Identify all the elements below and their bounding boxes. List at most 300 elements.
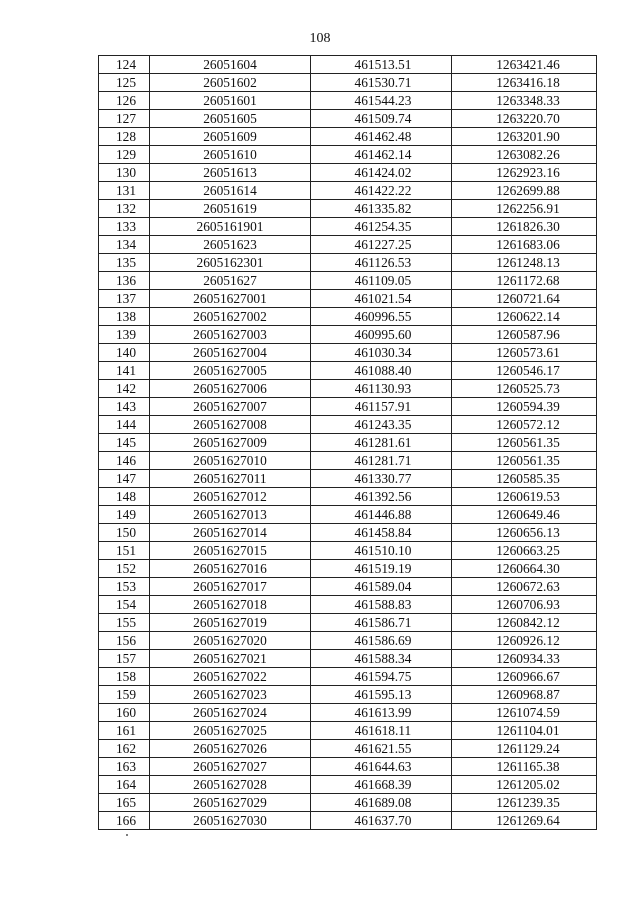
row-number-cell-text: 163 [115,758,137,774]
x-coordinate-cell-text: 460996.55 [354,308,412,324]
point-id-cell [150,380,311,398]
y-coordinate-cell [452,362,597,380]
x-coordinate-cell [311,308,452,326]
y-coordinate-cell [452,398,597,416]
table-row [99,128,597,146]
y-coordinate-cell [452,128,597,146]
y-coordinate-cell-text: 1261248.13 [496,254,560,270]
row-number-cell [99,506,150,524]
x-coordinate-cell-text: 461446.88 [354,506,412,522]
row-number-cell-text: 161 [115,722,137,738]
table-row [99,380,597,398]
point-id-cell-text: 26051609 [203,128,257,144]
x-coordinate-cell [311,56,452,74]
table-row [99,758,597,776]
row-number-cell [99,596,150,614]
point-id-cell-text: 26051627004 [193,344,267,360]
x-coordinate-cell [311,632,452,650]
y-coordinate-cell-text: 1260656.13 [496,524,560,540]
row-number-cell-text: 135 [115,254,137,270]
y-coordinate-cell-text: 1261104.01 [496,722,560,738]
x-coordinate-cell-text: 461519.19 [354,560,412,576]
row-number-cell-text: 148 [115,488,137,504]
row-number-cell [99,524,150,542]
table-row [99,92,597,110]
x-coordinate-cell [311,146,452,164]
table-row [99,470,597,488]
point-id-cell [150,254,311,272]
x-coordinate-cell [311,470,452,488]
point-id-cell [150,326,311,344]
y-coordinate-cell [452,560,597,578]
table-row [99,200,597,218]
y-coordinate-cell-text: 1263082.26 [496,146,560,162]
point-id-cell [150,812,311,830]
y-coordinate-cell-text: 1261683.06 [496,236,560,252]
x-coordinate-cell [311,758,452,776]
x-coordinate-cell [311,596,452,614]
row-number-cell [99,290,150,308]
x-coordinate-cell [311,740,452,758]
row-number-cell-text: 133 [115,218,137,234]
table-row [99,56,597,74]
row-number-cell-text: 151 [115,542,137,558]
row-number-cell-text: 153 [115,578,137,594]
point-id-cell [150,506,311,524]
table-row [99,434,597,452]
row-number-cell-text: 149 [115,506,137,522]
x-coordinate-cell-text: 461243.35 [354,416,412,432]
y-coordinate-cell [452,344,597,362]
x-coordinate-cell-text: 461335.82 [354,200,412,216]
row-number-cell [99,668,150,686]
point-id-cell-text: 26051627022 [193,668,267,684]
x-coordinate-cell [311,380,452,398]
table-row [99,74,597,92]
row-number-cell [99,794,150,812]
y-coordinate-cell-text: 1262699.88 [496,182,560,198]
point-id-cell-text: 26051627027 [193,758,267,774]
x-coordinate-cell [311,182,452,200]
row-number-cell-text: 145 [115,434,137,450]
x-coordinate-cell-text: 461458.84 [354,524,412,540]
row-number-cell-text: 124 [115,56,137,72]
x-coordinate-cell-text: 461392.56 [354,488,412,504]
row-number-cell [99,308,150,326]
row-number-cell [99,92,150,110]
x-coordinate-cell-text: 461281.61 [354,434,412,450]
y-coordinate-cell [452,668,597,686]
point-id-cell [150,650,311,668]
x-coordinate-cell [311,92,452,110]
point-id-cell-text: 26051604 [203,56,257,72]
x-coordinate-cell [311,236,452,254]
row-number-cell-text: 140 [115,344,137,360]
table-row [99,254,597,272]
point-id-cell-text: 26051627026 [193,740,267,756]
point-id-cell-text: 26051627009 [193,434,267,450]
x-coordinate-cell [311,686,452,704]
row-number-cell [99,380,150,398]
y-coordinate-cell-text: 1260572.12 [496,416,560,432]
x-coordinate-cell-text: 461227.25 [354,236,412,252]
point-id-cell-text: 26051627021 [193,650,267,666]
row-number-cell [99,722,150,740]
point-id-cell [150,452,311,470]
row-number-cell [99,218,150,236]
x-coordinate-cell [311,560,452,578]
x-coordinate-cell-text: 461254.35 [354,218,412,234]
point-id-cell [150,110,311,128]
point-id-cell-text: 2605161901 [196,218,264,234]
row-number-cell [99,344,150,362]
table-row [99,164,597,182]
point-id-cell-text: 26051602 [203,74,257,90]
row-number-cell [99,326,150,344]
y-coordinate-cell-text: 1260968.87 [496,686,560,702]
x-coordinate-cell-text: 461637.70 [354,812,412,828]
y-coordinate-cell-text: 1260594.39 [496,398,560,414]
x-coordinate-cell-text: 461130.93 [354,380,412,396]
x-coordinate-cell [311,794,452,812]
y-coordinate-cell-text: 1260587.96 [496,326,560,342]
table-row [99,560,597,578]
scan-speck [126,834,128,836]
y-coordinate-cell-text: 1260842.12 [496,614,560,630]
x-coordinate-cell [311,218,452,236]
point-id-cell-text: 26051613 [203,164,257,180]
point-id-cell [150,272,311,290]
row-number-cell-text: 130 [115,164,137,180]
point-id-cell-text: 26051627030 [193,812,267,828]
table-row [99,614,597,632]
point-id-cell-text: 26051627023 [193,686,267,702]
y-coordinate-cell [452,164,597,182]
y-coordinate-cell [452,200,597,218]
x-coordinate-cell [311,524,452,542]
y-coordinate-cell [452,488,597,506]
y-coordinate-cell [452,92,597,110]
y-coordinate-cell-text: 1260934.33 [496,650,560,666]
y-coordinate-cell [452,308,597,326]
x-coordinate-cell-text: 461644.63 [354,758,412,774]
x-coordinate-cell-text: 461513.51 [354,56,412,72]
x-coordinate-cell [311,200,452,218]
point-id-cell-text: 2605162301 [196,254,264,270]
point-id-cell [150,632,311,650]
table-row [99,578,597,596]
table-row [99,650,597,668]
point-id-cell [150,614,311,632]
row-number-cell [99,236,150,254]
row-number-cell-text: 134 [115,236,137,252]
y-coordinate-cell [452,704,597,722]
row-number-cell [99,398,150,416]
table-row [99,740,597,758]
point-id-cell-text: 26051627011 [193,470,267,486]
point-id-cell [150,92,311,110]
y-coordinate-cell-text: 1260966.67 [496,668,560,684]
point-id-cell [150,596,311,614]
y-coordinate-cell [452,452,597,470]
x-coordinate-cell [311,488,452,506]
y-coordinate-cell [452,740,597,758]
table-row [99,542,597,560]
y-coordinate-cell-text: 1260706.93 [496,596,560,612]
row-number-cell [99,182,150,200]
table-row [99,290,597,308]
x-coordinate-cell-text: 461586.69 [354,632,412,648]
row-number-cell [99,128,150,146]
point-id-cell [150,776,311,794]
point-id-cell [150,488,311,506]
y-coordinate-cell-text: 1261826.30 [496,218,560,234]
x-coordinate-cell-text: 461462.14 [354,146,412,162]
x-coordinate-cell [311,74,452,92]
row-number-cell-text: 157 [115,650,137,666]
y-coordinate-cell-text: 1260546.17 [496,362,560,378]
point-id-cell [150,236,311,254]
row-number-cell-text: 147 [115,470,137,486]
y-coordinate-cell [452,254,597,272]
y-coordinate-cell [452,326,597,344]
x-coordinate-cell-text: 461595.13 [354,686,412,702]
y-coordinate-cell [452,542,597,560]
point-id-cell-text: 26051627008 [193,416,267,432]
row-number-cell-text: 125 [115,74,137,90]
y-coordinate-cell-text: 1260561.35 [496,452,560,468]
point-id-cell [150,362,311,380]
table-row [99,596,597,614]
coordinates-table [98,55,597,830]
row-number-cell [99,488,150,506]
x-coordinate-cell [311,326,452,344]
y-coordinate-cell-text: 1262256.91 [496,200,560,216]
x-coordinate-cell-text: 461586.71 [354,614,412,630]
y-coordinate-cell [452,758,597,776]
x-coordinate-cell [311,398,452,416]
y-coordinate-cell [452,506,597,524]
table-row [99,794,597,812]
y-coordinate-cell-text: 1262923.16 [496,164,560,180]
y-coordinate-cell [452,110,597,128]
x-coordinate-cell-text: 461621.55 [354,740,412,756]
y-coordinate-cell-text: 1261172.68 [496,272,560,288]
row-number-cell [99,164,150,182]
row-number-cell [99,146,150,164]
row-number-cell [99,542,150,560]
table-row [99,236,597,254]
x-coordinate-cell-text: 461544.23 [354,92,412,108]
row-number-cell-text: 158 [115,668,137,684]
y-coordinate-cell [452,614,597,632]
table-row [99,272,597,290]
x-coordinate-cell-text: 461157.91 [354,398,412,414]
table-row [99,722,597,740]
row-number-cell-text: 143 [115,398,137,414]
x-coordinate-cell-text: 461021.54 [354,290,412,306]
point-id-cell [150,200,311,218]
y-coordinate-cell [452,722,597,740]
x-coordinate-cell-text: 460995.60 [354,326,412,342]
x-coordinate-cell [311,704,452,722]
row-number-cell [99,254,150,272]
point-id-cell [150,686,311,704]
row-number-cell-text: 146 [115,452,137,468]
table-row [99,776,597,794]
x-coordinate-cell-text: 461422.22 [354,182,412,198]
y-coordinate-cell [452,74,597,92]
x-coordinate-cell-text: 461088.40 [354,362,412,378]
x-coordinate-cell-text: 461689.08 [354,794,412,810]
row-number-cell-text: 160 [115,704,137,720]
y-coordinate-cell [452,56,597,74]
table-row [99,146,597,164]
point-id-cell-text: 26051627017 [193,578,267,594]
point-id-cell-text: 26051605 [203,110,257,126]
y-coordinate-cell-text: 1263348.33 [496,92,560,108]
row-number-cell-text: 162 [115,740,137,756]
y-coordinate-cell-text: 1261205.02 [496,776,560,792]
row-number-cell-text: 129 [115,146,137,162]
table-row [99,110,597,128]
y-coordinate-cell-text: 1260573.61 [496,344,560,360]
point-id-cell-text: 26051627013 [193,506,267,522]
y-coordinate-cell-text: 1260619.53 [496,488,560,504]
row-number-cell [99,740,150,758]
point-id-cell [150,344,311,362]
y-coordinate-cell-text: 1260663.25 [496,542,560,558]
point-id-cell [150,524,311,542]
x-coordinate-cell [311,776,452,794]
point-id-cell-text: 26051627003 [193,326,267,342]
point-id-cell-text: 26051627015 [193,542,267,558]
row-number-cell [99,470,150,488]
point-id-cell-text: 26051627028 [193,776,267,792]
point-id-cell-text: 26051627001 [193,290,267,306]
table-row [99,398,597,416]
y-coordinate-cell-text: 1261165.38 [496,758,560,774]
point-id-cell-text: 26051601 [203,92,257,108]
table-row [99,416,597,434]
x-coordinate-cell [311,668,452,686]
row-number-cell-text: 164 [115,776,137,792]
point-id-cell [150,398,311,416]
table-row [99,704,597,722]
point-id-cell-text: 26051623 [203,236,257,252]
point-id-cell-text: 26051627018 [193,596,267,612]
point-id-cell [150,56,311,74]
y-coordinate-cell [452,596,597,614]
x-coordinate-cell [311,272,452,290]
table-row [99,182,597,200]
y-coordinate-cell-text: 1260622.14 [496,308,560,324]
y-coordinate-cell [452,182,597,200]
point-id-cell [150,434,311,452]
y-coordinate-cell-text: 1260585.35 [496,470,560,486]
row-number-cell-text: 139 [115,326,137,342]
y-coordinate-cell-text: 1261074.59 [496,704,560,720]
x-coordinate-cell [311,812,452,830]
row-number-cell [99,362,150,380]
point-id-cell-text: 26051627 [203,272,257,288]
x-coordinate-cell-text: 461509.74 [354,110,412,126]
row-number-cell [99,812,150,830]
x-coordinate-cell-text: 461030.34 [354,344,412,360]
point-id-cell [150,146,311,164]
y-coordinate-cell-text: 1260525.73 [496,380,560,396]
y-coordinate-cell [452,380,597,398]
x-coordinate-cell [311,506,452,524]
x-coordinate-cell [311,542,452,560]
y-coordinate-cell [452,650,597,668]
row-number-cell [99,56,150,74]
row-number-cell-text: 166 [115,812,137,828]
point-id-cell-text: 26051627002 [193,308,267,324]
point-id-cell [150,668,311,686]
y-coordinate-cell-text: 1260926.12 [496,632,560,648]
x-coordinate-cell-text: 461330.77 [354,470,412,486]
row-number-cell-text: 128 [115,128,137,144]
row-number-cell-text: 154 [115,596,137,612]
point-id-cell [150,128,311,146]
y-coordinate-cell [452,434,597,452]
x-coordinate-cell [311,164,452,182]
point-id-cell [150,164,311,182]
point-id-cell [150,308,311,326]
table-row [99,524,597,542]
point-id-cell-text: 26051614 [203,182,257,198]
row-number-cell-text: 150 [115,524,137,540]
x-coordinate-cell [311,650,452,668]
point-id-cell [150,722,311,740]
point-id-cell-text: 26051627012 [193,488,267,504]
point-id-cell-text: 26051627025 [193,722,267,738]
y-coordinate-cell-text: 1260664.30 [496,560,560,576]
y-coordinate-cell-text: 1263220.70 [496,110,560,126]
point-id-cell [150,578,311,596]
row-number-cell [99,434,150,452]
y-coordinate-cell-text: 1260672.63 [496,578,560,594]
y-coordinate-cell [452,632,597,650]
table-row [99,308,597,326]
row-number-cell-text: 138 [115,308,137,324]
table-row [99,326,597,344]
point-id-cell [150,542,311,560]
x-coordinate-cell [311,416,452,434]
point-id-cell [150,416,311,434]
table-row [99,506,597,524]
x-coordinate-cell-text: 461588.34 [354,650,412,666]
y-coordinate-cell [452,236,597,254]
y-coordinate-cell-text: 1261129.24 [496,740,560,756]
point-id-cell [150,74,311,92]
table-row [99,668,597,686]
y-coordinate-cell [452,776,597,794]
x-coordinate-cell-text: 461589.04 [354,578,412,594]
y-coordinate-cell-text: 1261269.64 [496,812,560,828]
x-coordinate-cell [311,614,452,632]
y-coordinate-cell [452,812,597,830]
y-coordinate-cell [452,218,597,236]
table-row [99,632,597,650]
row-number-cell-text: 142 [115,380,137,396]
row-number-cell [99,776,150,794]
x-coordinate-cell [311,128,452,146]
x-coordinate-cell-text: 461109.05 [354,272,412,288]
point-id-cell-text: 26051627010 [193,452,267,468]
point-id-cell [150,218,311,236]
